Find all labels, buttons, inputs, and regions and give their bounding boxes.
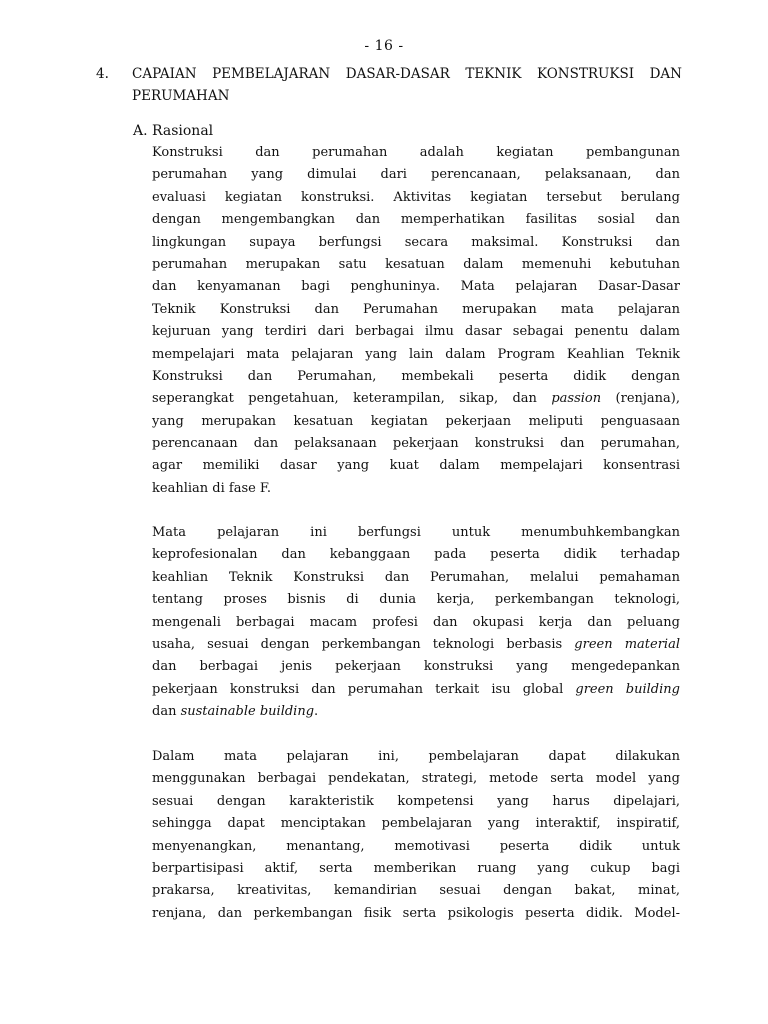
text-run: seperangkat pengetahuan, keterampilan, sikap, dan [152,391,552,407]
text-line: sehingga dapat menciptakan pembelajaran yang interaktif, inspiratif, [152,816,680,832]
text-line: Mata pelajaran ini berfungsi untuk menumbuhkembangkan [152,525,680,540]
italic-term: passion [551,391,602,407]
text-line: keahlian di fase F. [152,480,272,496]
section-title-line: PERUMAHAN [132,88,230,105]
text-line: berpartisipasi aktif, serta memberikan ruang yang cukup bagi [152,860,680,876]
text-run: usaha, sesuai dengan perkembangan teknologi berbasis [152,636,575,652]
text-line: perumahan yang dimulai dari perencanaan, pelaksanaan, dan [152,167,680,183]
text-line [152,634,680,656]
text-run: dan [152,704,181,720]
text-line: Teknik Konstruksi dan Perumahan merupakan mata pelajaran [152,301,680,317]
text-line: renjana, dan perkembangan fisik serta psikologis peserta didik. Model- [152,905,680,921]
text-line: tentang proses bisnis di dunia kerja, perkembangan teknologi, [152,592,680,608]
text-line: dan kenyamanan bagi penghuninya. Mata pelajaran Dasar-Dasar [152,279,680,295]
text-line: dengan mengembangkan dan memperhatikan fasilitas sosial dan [152,212,680,228]
paragraph-rasional-2 [152,522,680,724]
text-line: kejuruan yang terdiri dari berbagai ilmu dasar sebagai penentu dalam [152,324,680,340]
text-run: . [314,704,319,720]
text-run: (renjana), [601,391,680,407]
text-line: keprofesionalan dan kebanggaan pada peserta didik terhadap [152,547,680,563]
text-line: agar memiliki dasar yang kuat dalam mempelajari konsentrasi [152,458,680,474]
italic-term: green material [574,636,681,652]
italic-term: green building [575,681,680,697]
text-line: Konstruksi dan perumahan adalah kegiatan pembangunan [152,145,680,160]
text-line: sesuai dengan karakteristik kompetensi yang harus dipelajari, [152,793,680,809]
paragraph-rasional-1 [152,142,680,500]
text-line: lingkungan supaya berfungsi secara maksimal. Konstruksi dan [152,234,680,250]
text-line: yang merupakan kesatuan kegiatan pekerjaan meliputi penguasaan [152,413,680,429]
text-line: perumahan merupakan satu kesatuan dalam memenuhi kebutuhan [152,256,680,272]
text-line: perencanaan dan pelaksanaan pekerjaan konstruksi dan perumahan, [152,436,680,452]
text-line: evaluasi kegiatan konstruksi. Aktivitas kegiatan tersebut berulang [152,189,680,205]
text-line: mengenali berbagai macam profesi dan okupasi kerja dan peluang [152,614,680,630]
italic-term: sustainable building [180,704,315,720]
text-line: Dalam mata pelajaran ini, pembelajaran dapat dilakukan [152,749,680,764]
paragraph-rasional-3 [152,746,680,925]
text-line: mempelajari mata pelajaran yang lain dalam Program Keahlian Teknik [152,346,680,362]
text-line [152,679,680,701]
section-title [132,62,682,107]
page-number: - 16 - [364,38,404,54]
text-line [152,388,680,410]
text-line: prakarsa, kreativitas, kemandirian sesuai dengan bakat, minat, [152,883,680,899]
section-title-line: CAPAIAN PEMBELAJARAN DASAR-DASAR TEKNIK KONSTRUKSI DAN [132,66,682,82]
text-line: Konstruksi dan Perumahan, membekali peserta didik dengan [152,368,680,384]
section-number: 4. [96,66,109,82]
text-line: keahlian Teknik Konstruksi dan Perumahan, melalui pemahaman [152,569,680,585]
subsection-heading: A. Rasional [133,123,214,139]
text-run: pekerjaan konstruksi dan perumahan terkait isu global [152,681,576,697]
text-line: menyenangkan, menantang, memotivasi peserta didik untuk [152,838,680,854]
text-line: menggunakan berbagai pendekatan, strategi, metode serta model yang [152,771,680,787]
text-line [152,701,680,723]
text-line: dan berbagai jenis pekerjaan konstruksi yang mengedepankan [152,659,680,675]
